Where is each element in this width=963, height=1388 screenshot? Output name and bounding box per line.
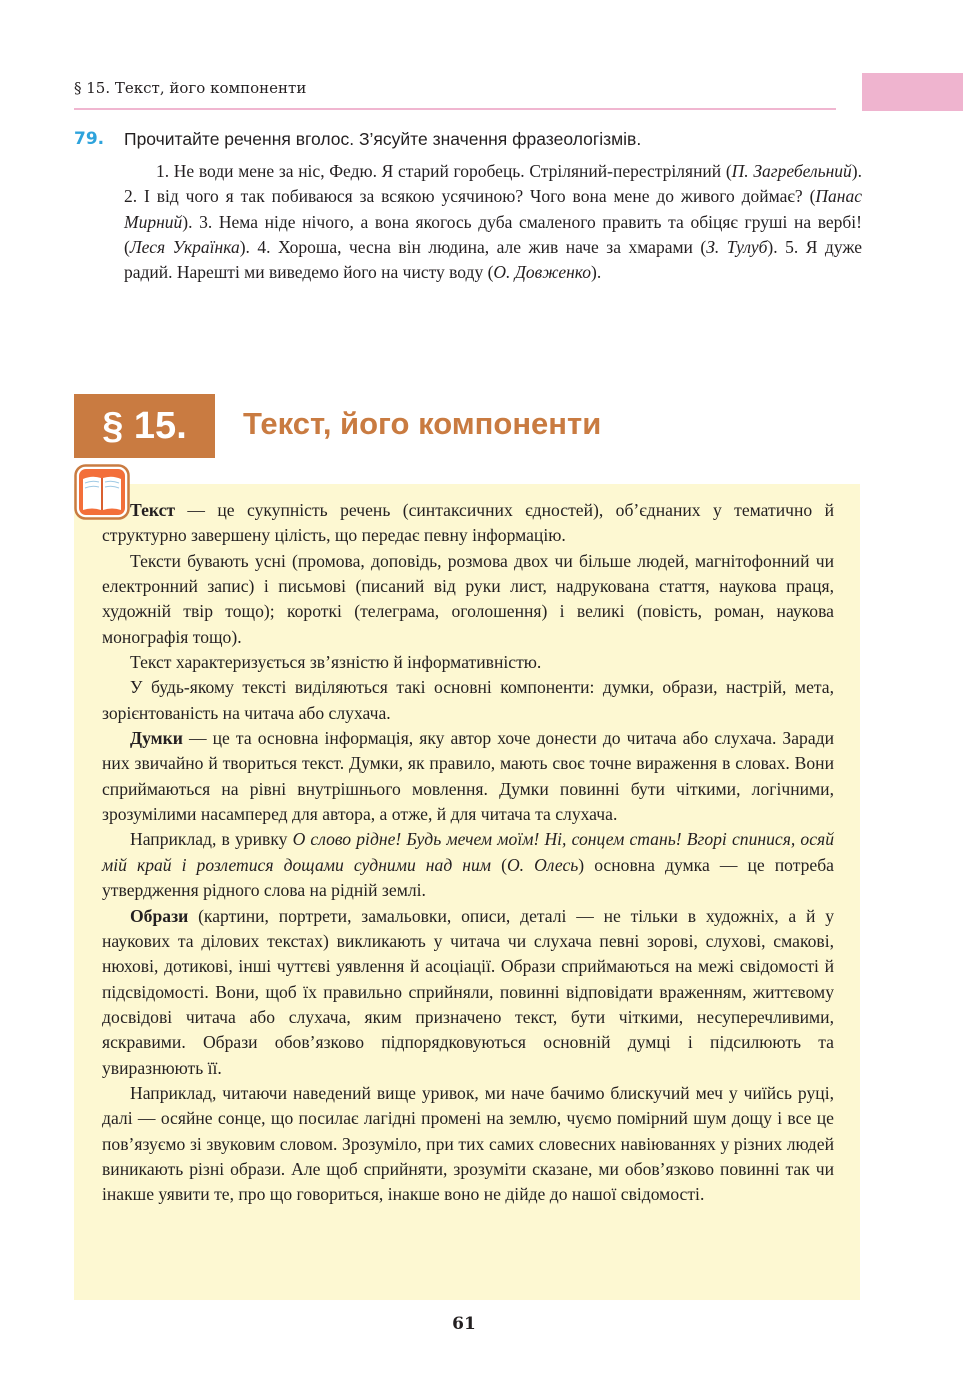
- page-number: 61: [452, 1314, 476, 1334]
- exercise-number: 79.: [74, 129, 105, 149]
- term-thoughts: Думки: [130, 728, 183, 749]
- theory-paragraph: Тексти бувають усні (промова, доповідь, розмова двох чи більше людей, магнітофонний чи електронний запис) і письмові (писаний від руки лист, надрукована стаття, наукова праця, художній твір тощо); короткі (телеграма, оголошення) і великі (повість, роман, наукова монографія тощо).: [102, 550, 834, 647]
- exercise-text: ).: [591, 262, 602, 283]
- quote-author: Леся Українка: [129, 236, 240, 257]
- section-number-badge: § 15.: [74, 394, 215, 458]
- quote-author: З. Тулуб: [706, 236, 768, 257]
- term-images: Образи: [130, 905, 189, 926]
- theory-paragraph: Наприклад, читаючи наведений вище уривок, ми наче бачимо блискучий меч у чиїйсь руці, далі — осяйне сонце, що посилає лагідні промені на землю, чуємо помірний шум дощу і все це пов’язуємо зі звуковим словом. Зрозуміло, при тих самих словесних навіюваннях у різних людей виникають різні образи. Але щоб сприйняти, зрозуміти сказане, ми обов’язково повинні так чи інакше уявити те, про що говориться, інакше воно не дійде до нашої свідомості.: [102, 1082, 834, 1205]
- example-quote: О слово рідне! Будь мечем моїм! Ні, сонцем стань! Вгорі спинися, осяй мій край і розлетися дощами судними над ним: [102, 829, 835, 875]
- paragraph-text: — це сукупність речень (синтаксичних єдностей), об’єднаних у тематично й структурно завершену цілість, що передає певну інформацію.: [102, 500, 834, 546]
- term-text: Текст: [130, 500, 176, 520]
- exercise-text: ). 2. І від чого я так побиваюся за всякою усячиною? Чого вона мене до живого доймає? (: [124, 161, 862, 207]
- running-header: § 15. Текст, його компоненти: [74, 79, 307, 97]
- exercise-task: Прочитайте речення вголос. З’ясуйте значення фразеологізмів.: [124, 129, 642, 149]
- paragraph-text: ) основна думка — це потреба утвердження рідного слова на рідній землі.: [102, 854, 834, 901]
- quote-author: О. Довженко: [493, 262, 592, 283]
- paragraph-text: (картини, портрети, замальовки, описи, деталі — не тільки в художніх, а й у наукових та ділових текстах) викликають у читача чи слухача певні зорові, слухові, смакові, нюхові, дотикові, інші чуттєві уявлення й асоціації. Образи сприймаються на межі свідомості й підсвідомості. Вони, щоб їх правильно сприйняли, повинні відповідати враженням, життєвому досвідові читача або слухача, яким призначено текст, бути чіткими, несуперечливими, яскравими. Образи обов’язково підпорядковуються основній думці і підсилюють та увиразнюють її.: [102, 905, 834, 1078]
- exercise-text: ). 4. Хороша, чесна він людина, але жив наче за хмарами (: [239, 236, 707, 257]
- header-divider: [74, 108, 836, 110]
- paragraph-text: (: [491, 854, 507, 875]
- theory-paragraph: [102, 904, 834, 1081]
- theory-paragraph: [102, 726, 834, 827]
- theory-paragraph: [102, 827, 834, 903]
- exercise-text: ). 5. Я дуже радий. Нарешті ми виведемо його на чисту воду (: [124, 236, 862, 283]
- exercise-text: ). 3. Нема ніде нічого, а вона якогось дуба смаленого править та обіцяє груші на вербі! (: [124, 211, 862, 257]
- quote-author: П. Загребельний: [731, 161, 852, 181]
- theory-text: [102, 498, 834, 1208]
- theory-paragraph: У будь-якому тексті виділяються такі основні компоненти: думки, образи, настрій, мета, зорієнтованість на читача або слухача.: [102, 677, 834, 723]
- exercise-text: 1. Не води мене за ніс, Федю. Я старий горобець. Стріляний-перестріляний (: [156, 161, 732, 181]
- theory-paragraph: Текст характеризується зв’язністю й інформативністю.: [130, 652, 542, 673]
- exercise-body: [124, 159, 862, 285]
- theory-paragraph: [102, 498, 834, 549]
- quote-author: О. Олесь: [506, 854, 579, 875]
- header-color-tab: [862, 73, 963, 111]
- section-title: Текст, його компоненти: [243, 406, 602, 441]
- paragraph-text: Наприклад, в уривку: [130, 829, 293, 850]
- quote-author: Панас Мирний: [124, 186, 862, 232]
- paragraph-text: — це та основна інформація, яку автор хоче донести до читача або слухача. Заради них звичайно й твориться текст. Думки, як правило, мають своє точне вираження в словах. Вони сприймаються на рівні внутрішнього мовлення. Думки повинні бути чіткими, логічними, зрозумілими насамперед для автора, а отже, й для читача та слухача.: [102, 728, 834, 825]
